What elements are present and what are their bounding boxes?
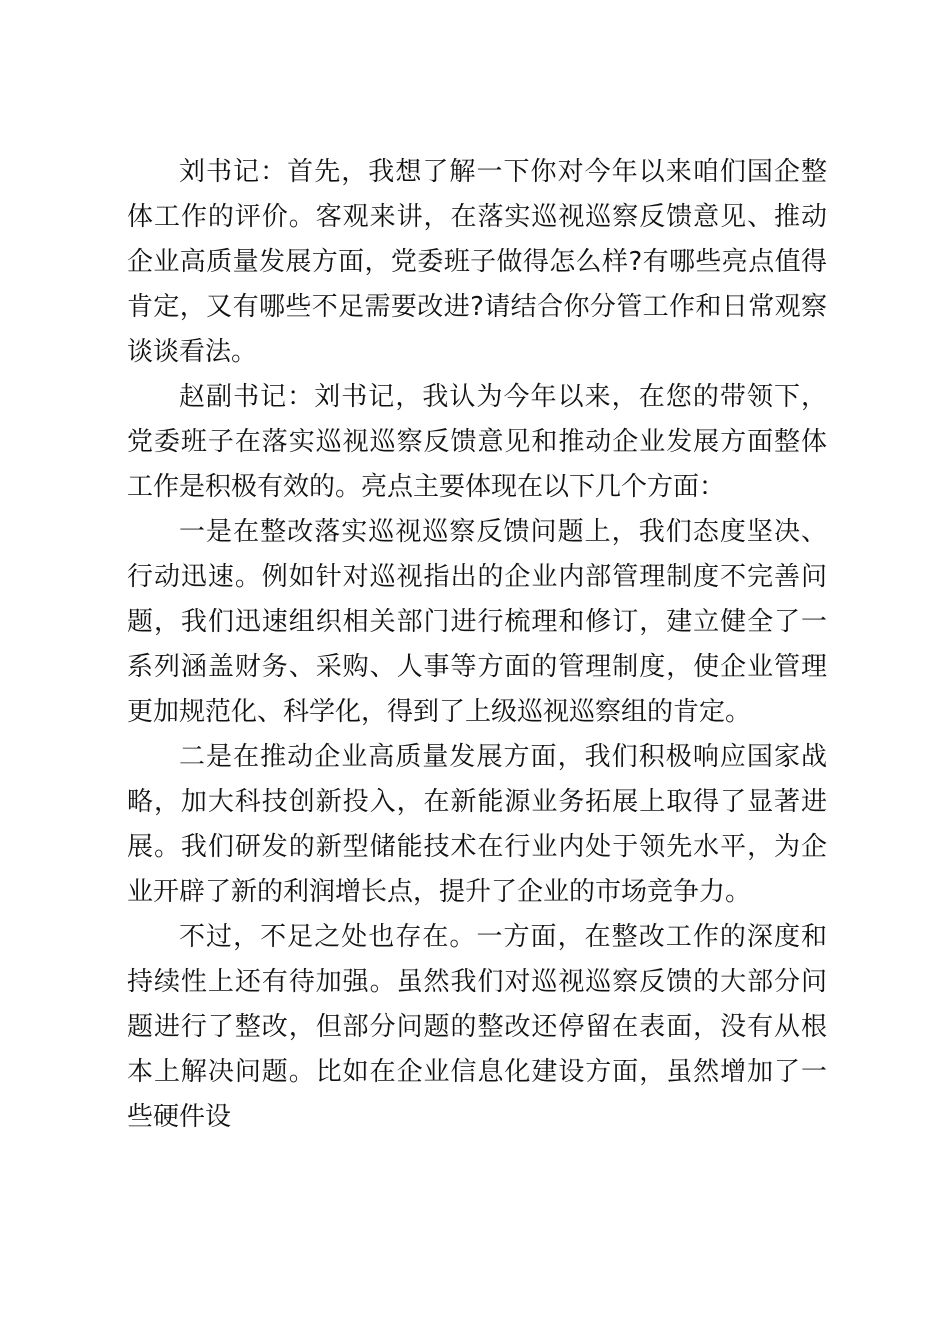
paragraph-highlight-one: 一是在整改落实巡视巡察反馈问题上，我们态度坚决、行动迅速。例如针对巡视指出的企业内部管理制度不完善问题，我们迅速组织相关部门进行梳理和修订，建立健全了一系列涵盖财务、采购、人事等方面的管理制度，使企业管理更加规范化、科学化，得到了上级巡视巡察组的肯定。: [127, 517, 827, 727]
paragraph-shortcomings: 不过，不足之处也存在。一方面，在整改工作的深度和持续性上还有待加强。虽然我们对巡视巡察反馈的大部分问题进行了整改，但部分问题的整改还停留在表面，没有从根本上解决问题。比如在企业信息化建设方面，虽然增加了一些硬件设: [127, 922, 827, 1132]
paragraph-zhao-answer-intro: 赵副书记：刘书记，我认为今年以来，在您的带领下，党委班子在落实巡视巡察反馈意见和推动企业发展方面整体工作是积极有效的。亮点主要体现在以下几个方面：: [127, 382, 827, 502]
paragraph-liu-question: 刘书记：首先，我想了解一下你对今年以来咱们国企整体工作的评价。客观来讲，在落实巡视巡察反馈意见、推动企业高质量发展方面，党委班子做得怎么样?有哪些亮点值得肯定，又有哪些不足需要改进?请结合你分管工作和日常观察谈谈看法。: [127, 157, 827, 367]
document-body: [127, 150, 827, 1140]
paragraph-highlight-two: 二是在推动企业高质量发展方面，我们积极响应国家战略，加大科技创新投入，在新能源业务拓展上取得了显著进展。我们研发的新型储能技术在行业内处于领先水平，为企业开辟了新的利润增长点，提升了企业的市场竞争力。: [127, 742, 827, 907]
